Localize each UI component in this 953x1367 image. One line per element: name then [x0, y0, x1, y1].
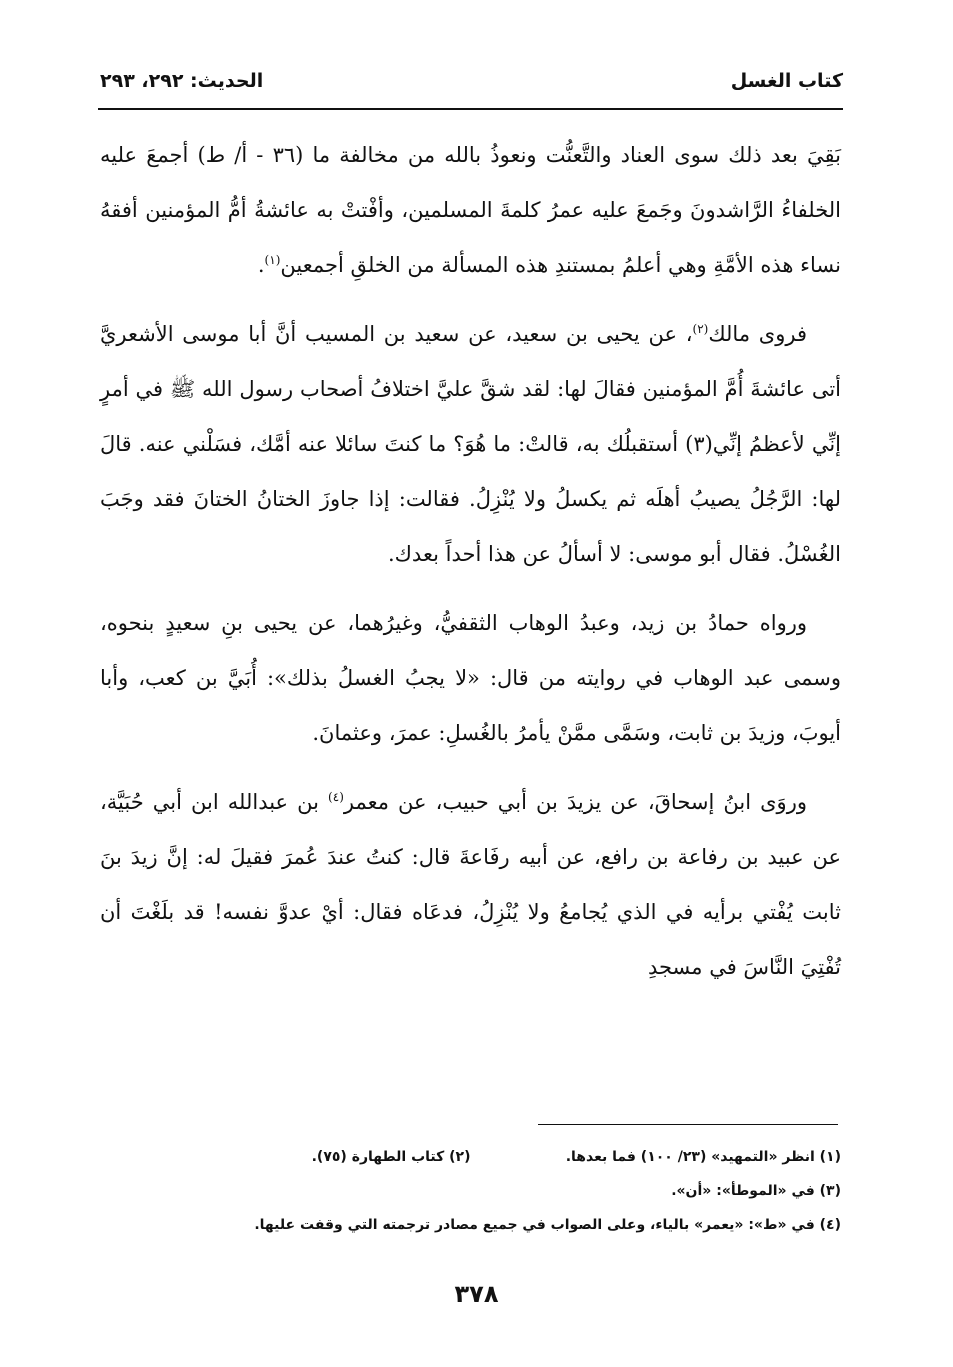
footnote-3: (٣) في «الموطأ»: «أن». — [671, 1183, 841, 1199]
paragraph-1: بَقِيَ بعد ذلك سوى العناد والتَّعنُّت ونعوذُ بالله من مخالفة ما (٣٦ - أ/ ط) أجمعَ عليه الخلفاءُ الرَّاشدونَ وجَمعَ عليه عمرُ كلمةَ المسلمين، وأفْتتْ به عائشةُ أمُّ المؤمنين أفقهُ نساء هذه الأمَّةِ وهي أعلمُ بمستندِ هذه المسألة من الخلقِ أجمعين$^{(١)}$. — [100, 143, 841, 277]
page-number: ٣٧٨ — [454, 1280, 499, 1308]
paragraph-2: فروى مالك$^{(٢)}$، عن يحيى بن سعيد، عن سعيد بن المسيب أنَّ أبا موسى الأشعريَّ أتى عائشةَ أُمَّ المؤمنين فقالَ لها: لقد شقَّ عليَّ اختلافُ أصحاب رسول الله ﷺ في أمرٍ إنِّي لأعظمُ إنِّي(٣) أستقبلُك به، قالتْ: ما هُوَ؟ ما كنتَ سائلا عنه أمَّك، فسَلْني عنه. قالَ لها: الرَّجُلُ يصيبُ أهلَه ثم يكسلُ ولا يُنْزِلُ. فقالت: إذا جاوزَ الختانُ الختانَ فقد وجَبَ الغُسْلُ. فقال أبو موسى: لا أسألُ عن هذا أحداً بعدك. — [100, 322, 841, 566]
paragraph-3: ورواه حمادُ بن زيد، وعبدُ الوهاب الثقفيُّ، وغيرُهما، عن يحيى بنِ سعيدٍ بنحوه، وسمى عبد الوهاب في روايته من قال: «لا يجبُ الغسلُ بذلك»: أُبَيَّ بن كعب، وأبا أيوبَ، وزيدَ بن ثابت، وسَمَّى ممَّنْ يأمرُ بالغُسلِ: عمرَ، وعثمانَ. — [100, 611, 841, 745]
footnote-row-1 — [100, 1140, 841, 1174]
footnote-1: (١) انظر «التمهيد» (٢٣/ ١٠٠) فما بعدها. — [565, 1149, 841, 1165]
footnotes — [100, 1140, 841, 1242]
footnote-2: (٢) كتاب الطهارة (٧٥). — [311, 1149, 471, 1165]
footnote-4: (٤) في «ط»: «يعمر» بالياء، وعلى الصواب في جميع مصادر ترجمته التي وقفت عليها. — [254, 1217, 841, 1233]
running-header — [100, 70, 843, 92]
header-divider — [98, 108, 843, 110]
footnote-ref-1: (١) — [264, 253, 281, 267]
header-chapter-title: كتاب الغسل — [730, 70, 843, 92]
footnote-ref-4: (٤) — [328, 790, 344, 804]
header-hadith-numbers: الحديث: ٢٩٢، ٢٩٣ — [100, 70, 264, 92]
paragraph-4: وروَى ابنُ إسحاقَ، عن يزيدَ بن أبي حبيب، عن معمر$^{(٤)}$ بن عبدالله ابن أبي حُبَيَّة، عن عبيد بن رفاعة بن رافع، عن أبيه رفَاعةَ قال: كنتُ عندَ عُمرَ فقيلَ له: إنَّ زيدَ بنَ ثابت يُفْتي برأيه في الذي يُجامعُ ولا يُنْزِلُ، فدعَاه فقال: أيْ عدوَّ نفسه! قد بلَغْتَ أن تُفْتِيَ النَّاسَ في مسجدِ — [100, 790, 841, 979]
footnote-divider — [538, 1124, 838, 1125]
footnote-ref-2: (٢) — [692, 322, 709, 336]
main-text — [100, 128, 841, 1009]
